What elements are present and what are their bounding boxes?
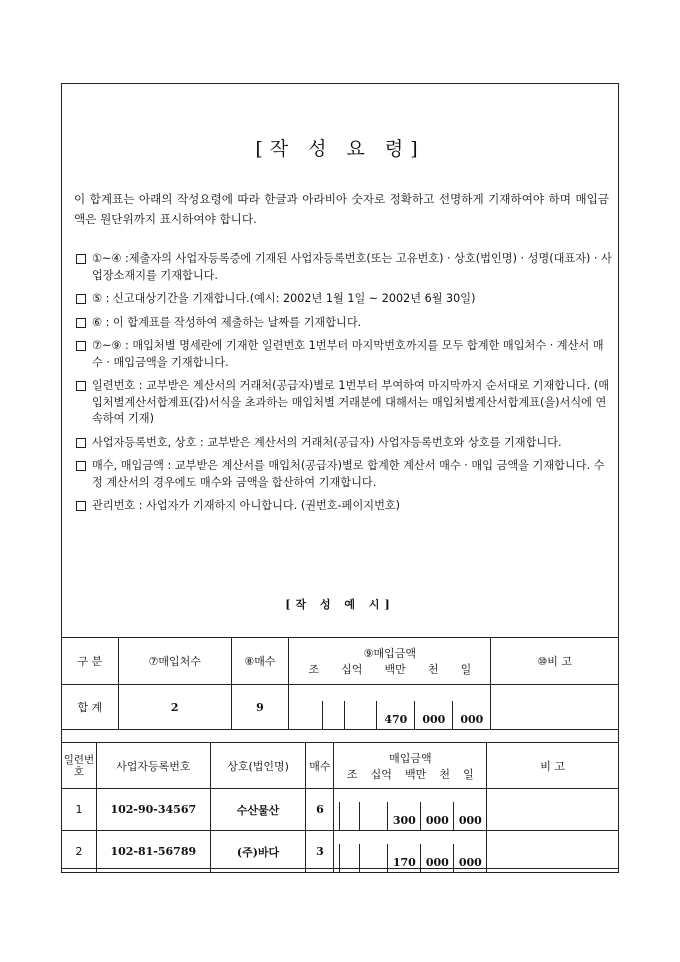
sheets-cell: 6 <box>306 789 334 831</box>
amount-segment: 170 <box>387 844 420 872</box>
unit-label: 일 <box>460 663 472 676</box>
count-value: 2 <box>118 685 231 730</box>
unit-label: 조 <box>346 767 358 781</box>
header-amount: ⑨매입금액 조 십억 백만 천 일 <box>289 638 491 685</box>
unit-label: 백만 <box>384 663 406 676</box>
regno-cell: 102-81-56789 <box>96 831 210 873</box>
amount-segment: 000 <box>453 802 486 830</box>
amount-segment: 000 <box>420 844 453 872</box>
name-cell: 수산물산 <box>210 789 306 831</box>
amount-cell <box>334 789 487 831</box>
checkbox-icon <box>76 341 86 351</box>
sheets-value: 9 <box>231 685 289 730</box>
row-label: 합 계 <box>62 685 119 730</box>
list-item: ⑤ : 신고대상기간을 기재합니다.(예시: 2002년 1월 1일 ~ 2002년 6월 30일) <box>74 291 614 308</box>
checkbox-icon <box>76 381 86 391</box>
header-amount: 매입금액 조 십억 백만 천 일 <box>334 743 487 789</box>
table-row <box>62 789 619 831</box>
list-item: ⑥ : 이 합계표를 작성하여 제출하는 날짜를 기재합니다. <box>74 315 614 332</box>
instruction-list <box>74 251 614 522</box>
header-serial: 일련번호 <box>62 743 97 789</box>
amount-segment <box>359 844 387 872</box>
checkbox-icon <box>76 294 86 304</box>
list-item: 일련번호 : 교부받은 계산서의 거래처(공급자)별로 1번부터 부여하여 마지막까지 순서대로 기재합니다. (매입처별계산서합계표(갑)서식을 초과하는 매입처별 거래분에 대해서는 매입처별계산서합계표(을)서식에 연속하여 기재) <box>74 378 614 428</box>
amount-cell <box>334 831 487 873</box>
checkbox-icon <box>76 501 86 511</box>
amount-segment: 300 <box>387 802 420 830</box>
list-item: 매수, 매입금액 : 교부받은 계산서를 매입처(공급자)별로 합계한 계산서 매수 · 매입 금액을 기재합니다. 수정 계산서의 경우에도 매수와 금액을 합산하여 기재합니다. <box>74 458 614 491</box>
intro-paragraph: 이 합계표는 아래의 작성요령에 따라 한글과 아라비아 숫자로 정확하고 선명하게 기재하여야 하며 매입금액은 원단위까지 표시하여야 합니다. <box>74 192 609 226</box>
amount-segment: 000 <box>453 844 486 872</box>
example-title: [작 성 예 시] <box>285 598 395 611</box>
header-regno: 사업자등록번호 <box>96 743 210 789</box>
amount-segment: 000 <box>414 701 452 729</box>
header-sheets: ⑧매수 <box>231 638 289 685</box>
list-item: ①~④ :제출자의 사업자등록증에 기재된 사업자등록번호(또는 고유번호) · 상호(법인명) · 성명(대표자) · 사업장소재지를 기재합니다. <box>74 251 614 284</box>
amount-segment <box>359 802 387 830</box>
document-frame <box>61 83 619 869</box>
header-sheets: 매수 <box>306 743 334 789</box>
amount-segment: 470 <box>376 701 414 729</box>
amount-cell <box>289 685 491 730</box>
unit-label: 일 <box>463 767 474 781</box>
unit-label: 십억 <box>341 663 363 676</box>
amount-segment: 000 <box>420 802 453 830</box>
checkbox-icon <box>76 461 86 471</box>
checkbox-icon <box>76 254 86 264</box>
serial-cell: 1 <box>62 789 97 831</box>
header-name: 상호(법인명) <box>210 743 306 789</box>
amount-segment <box>339 802 359 830</box>
unit-label: 조 <box>308 663 320 676</box>
remarks-cell <box>491 685 619 730</box>
list-item: 관리번호 : 사업자가 기재하지 아니합니다. (권번호-페이지번호) <box>74 498 614 515</box>
amount-segment: 000 <box>452 701 490 729</box>
name-cell: (주)바다 <box>210 831 306 873</box>
header-category: 구 분 <box>62 638 119 685</box>
serial-cell: 2 <box>62 831 97 873</box>
amount-segment <box>322 701 344 729</box>
remarks-cell <box>487 831 619 873</box>
checkbox-icon <box>76 318 86 328</box>
amount-segment <box>339 844 359 872</box>
unit-label: 천 <box>439 767 450 781</box>
unit-label: 백만 <box>405 767 427 781</box>
header-count: ⑦매입처수 <box>118 638 231 685</box>
checkbox-icon <box>76 438 86 448</box>
amount-segment <box>344 701 376 729</box>
page-title: [작 성 요 령] <box>255 138 425 160</box>
remarks-cell <box>487 789 619 831</box>
table-row <box>62 831 619 873</box>
list-item: ⑦~⑨ : 매입처별 명세란에 기재한 일련번호 1번부터 마지막번호까지를 모두 합계한 매입처수 · 계산서 매수 · 매입금액을 기재합니다. <box>74 338 614 371</box>
header-remarks: ⑩비 고 <box>491 638 619 685</box>
unit-label: 십억 <box>370 767 392 781</box>
unit-label: 천 <box>427 663 439 676</box>
regno-cell: 102-90-34567 <box>96 789 210 831</box>
detail-table <box>61 742 619 873</box>
list-item: 사업자등록번호, 상호 : 교부받은 계산서의 거래처(공급자) 사업자등록번호와 상호를 기재합니다. <box>74 435 614 452</box>
sheets-cell: 3 <box>306 831 334 873</box>
header-remarks: 비 고 <box>487 743 619 789</box>
summary-table <box>61 637 619 730</box>
